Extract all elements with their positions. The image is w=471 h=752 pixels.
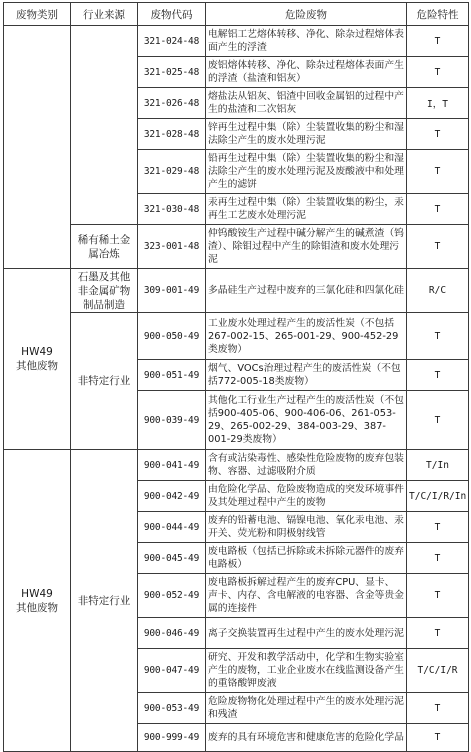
- waste-code: 900-042-49: [138, 481, 206, 512]
- waste-code: 321-024-48: [138, 26, 206, 57]
- waste-code: 900-045-49: [138, 543, 206, 574]
- hazard-characteristic: T: [407, 574, 469, 618]
- header-hazardous-waste: 危险废物: [206, 3, 407, 26]
- hazard-characteristic: T: [407, 543, 469, 574]
- table-row: [4, 26, 469, 57]
- hazard-characteristic: T: [407, 57, 469, 88]
- waste-code: 900-044-49: [138, 512, 206, 543]
- waste-description: 锌再生过程中集（除）尘装置收集的粉尘和湿法除尘产生的废水处理污泥: [206, 119, 407, 150]
- waste-code: 900-046-49: [138, 618, 206, 649]
- hazard-characteristic: T: [407, 693, 469, 724]
- industry-cell: [71, 225, 138, 269]
- hazard-characteristic: T: [407, 724, 469, 752]
- hazard-characteristic: T/C/I/R: [407, 649, 469, 693]
- waste-description: 熔盐法从铝灰、铝渣中回收金属铝的过程中产生的盐渣和二次铝灰: [206, 88, 407, 119]
- waste-description: 其他化工行业生产过程产生的废活性炭（不包括900-405-06、900-406-06、261-053-29、265-002-29、384-003-29、387-001-29类废物）: [206, 391, 407, 450]
- waste-code: 900-039-49: [138, 391, 206, 450]
- category-name: 其他废物: [16, 601, 58, 614]
- waste-description: 多晶硅生产过程中废弃的三氯化硅和四氯化硅: [206, 269, 407, 313]
- header-row: [4, 3, 469, 26]
- header-code: 废物代码: [138, 3, 206, 26]
- hazard-characteristic: T/In: [407, 450, 469, 481]
- waste-description: 废弃的铅蓄电池、镉镍电池、氧化汞电池、汞开关、荧光粉和阴极射线管: [206, 512, 407, 543]
- waste-description: 废电路板拆解过程产生的废弃CPU、显卡、声卡、内存、含电解液的电容器、含金等贵金属的连接件: [206, 574, 407, 618]
- industry-cell: 非特定行业: [71, 313, 138, 450]
- waste-code: 321-028-48: [138, 119, 206, 150]
- waste-description: 离子交换装置再生过程中产生的废水处理污泥: [206, 618, 407, 649]
- hazard-characteristic: T: [407, 618, 469, 649]
- waste-code: 900-053-49: [138, 693, 206, 724]
- waste-code: 900-999-49: [138, 724, 206, 752]
- waste-description: 废弃的具有环境危害和健康危害的危险化学品: [206, 724, 407, 752]
- industry-cell: [71, 269, 138, 313]
- waste-description: 汞再生过程中集（除）尘装置收集的粉尘，汞再生工艺废水处理污泥: [206, 194, 407, 225]
- waste-description: 仲钨酸铵生产过程中碱分解产生的碱煮渣（钨渣）、除钼过程中产生的除钼渣和废水处理污泥: [206, 225, 407, 269]
- table-row: [4, 269, 469, 313]
- industry-name-line: 制品制造: [83, 298, 125, 311]
- category-cell: [4, 269, 71, 450]
- waste-description: 电解铝工艺熔体转移、净化、除杂过程熔体表面产生的浮渣: [206, 26, 407, 57]
- hazard-characteristic: T: [407, 194, 469, 225]
- waste-code: 900-051-49: [138, 360, 206, 391]
- waste-code: 900-050-49: [138, 313, 206, 360]
- waste-description: 危险废物物化处理过程中产生的废水处理污泥和残渣: [206, 693, 407, 724]
- industry-name-line: 非金属矿物: [77, 284, 131, 297]
- industry-name-line: 稀有稀土金: [77, 233, 131, 246]
- waste-description: 由危险化学品、危险废物造成的突发环境事件及其处理过程中产生的废物: [206, 481, 407, 512]
- waste-description: 烟气、VOCs治理过程产生的废活性炭（不包括772-005-18类废物）: [206, 360, 407, 391]
- hazard-characteristic: T: [407, 119, 469, 150]
- hazard-characteristic: T: [407, 150, 469, 194]
- industry-cell: [71, 26, 138, 225]
- waste-description: 含有或沾染毒性、感染性危险废物的废弃包装物、容器、过滤吸附介质: [206, 450, 407, 481]
- industry-name-line: 属冶炼: [88, 247, 120, 260]
- waste-code: 900-041-49: [138, 450, 206, 481]
- hazard-characteristic: T: [407, 512, 469, 543]
- hazard-characteristic: T: [407, 360, 469, 391]
- table-row: [4, 225, 469, 269]
- hazard-characteristic: T: [407, 391, 469, 450]
- category-cell: [4, 26, 71, 269]
- category-cell: [4, 450, 71, 752]
- waste-code: 900-047-49: [138, 649, 206, 693]
- header-characteristic: 危险特性: [407, 3, 469, 26]
- header-category: 废物类别: [4, 3, 71, 26]
- hazardous-waste-table-wrapper: [3, 2, 468, 752]
- category-code: HW49: [21, 346, 53, 358]
- waste-description: 铅再生过程中集（除）尘装置收集的粉尘和湿法除尘产生的废水处理污泥及废酸液中和处理产生的滤饼: [206, 150, 407, 194]
- waste-code: 323-001-48: [138, 225, 206, 269]
- hazard-characteristic: T: [407, 26, 469, 57]
- table-row: [4, 313, 469, 360]
- hazard-characteristic: R/C: [407, 269, 469, 313]
- waste-description: 研究、开发和教学活动中，化学和生物实验室产生的废物，工业企业废水在线监测设备产生的重铬酸钾废液: [206, 649, 407, 693]
- waste-code: 321-025-48: [138, 57, 206, 88]
- hazard-characteristic: T: [407, 225, 469, 269]
- waste-description: 工业废水处理过程产生的废活性炭（不包括267-002-15、265-001-29、900-452-29类废物）: [206, 313, 407, 360]
- industry-cell: 非特定行业: [71, 450, 138, 752]
- category-name: 其他废物: [16, 360, 58, 372]
- waste-code: 321-026-48: [138, 88, 206, 119]
- hazard-characteristic: I，T: [407, 88, 469, 119]
- waste-code: 321-030-48: [138, 194, 206, 225]
- header-industry: 行业来源: [71, 3, 138, 26]
- category-code: HW49: [21, 587, 53, 600]
- waste-code: 321-029-48: [138, 150, 206, 194]
- waste-code: 900-052-49: [138, 574, 206, 618]
- hazard-characteristic: T/C/I/R/In: [407, 481, 469, 512]
- table-row: [4, 450, 469, 481]
- waste-description: 废铝熔体转移、净化、除杂过程熔体表面产生的浮渣（盐渣和铝灰）: [206, 57, 407, 88]
- industry-name-line: 石墨及其他: [77, 270, 131, 283]
- hazardous-waste-table: [3, 2, 469, 752]
- hazard-characteristic: T: [407, 313, 469, 360]
- waste-code: 309-001-49: [138, 269, 206, 313]
- waste-description: 废电路板（包括已拆除或未拆除元器件的废弃电路板）: [206, 543, 407, 574]
